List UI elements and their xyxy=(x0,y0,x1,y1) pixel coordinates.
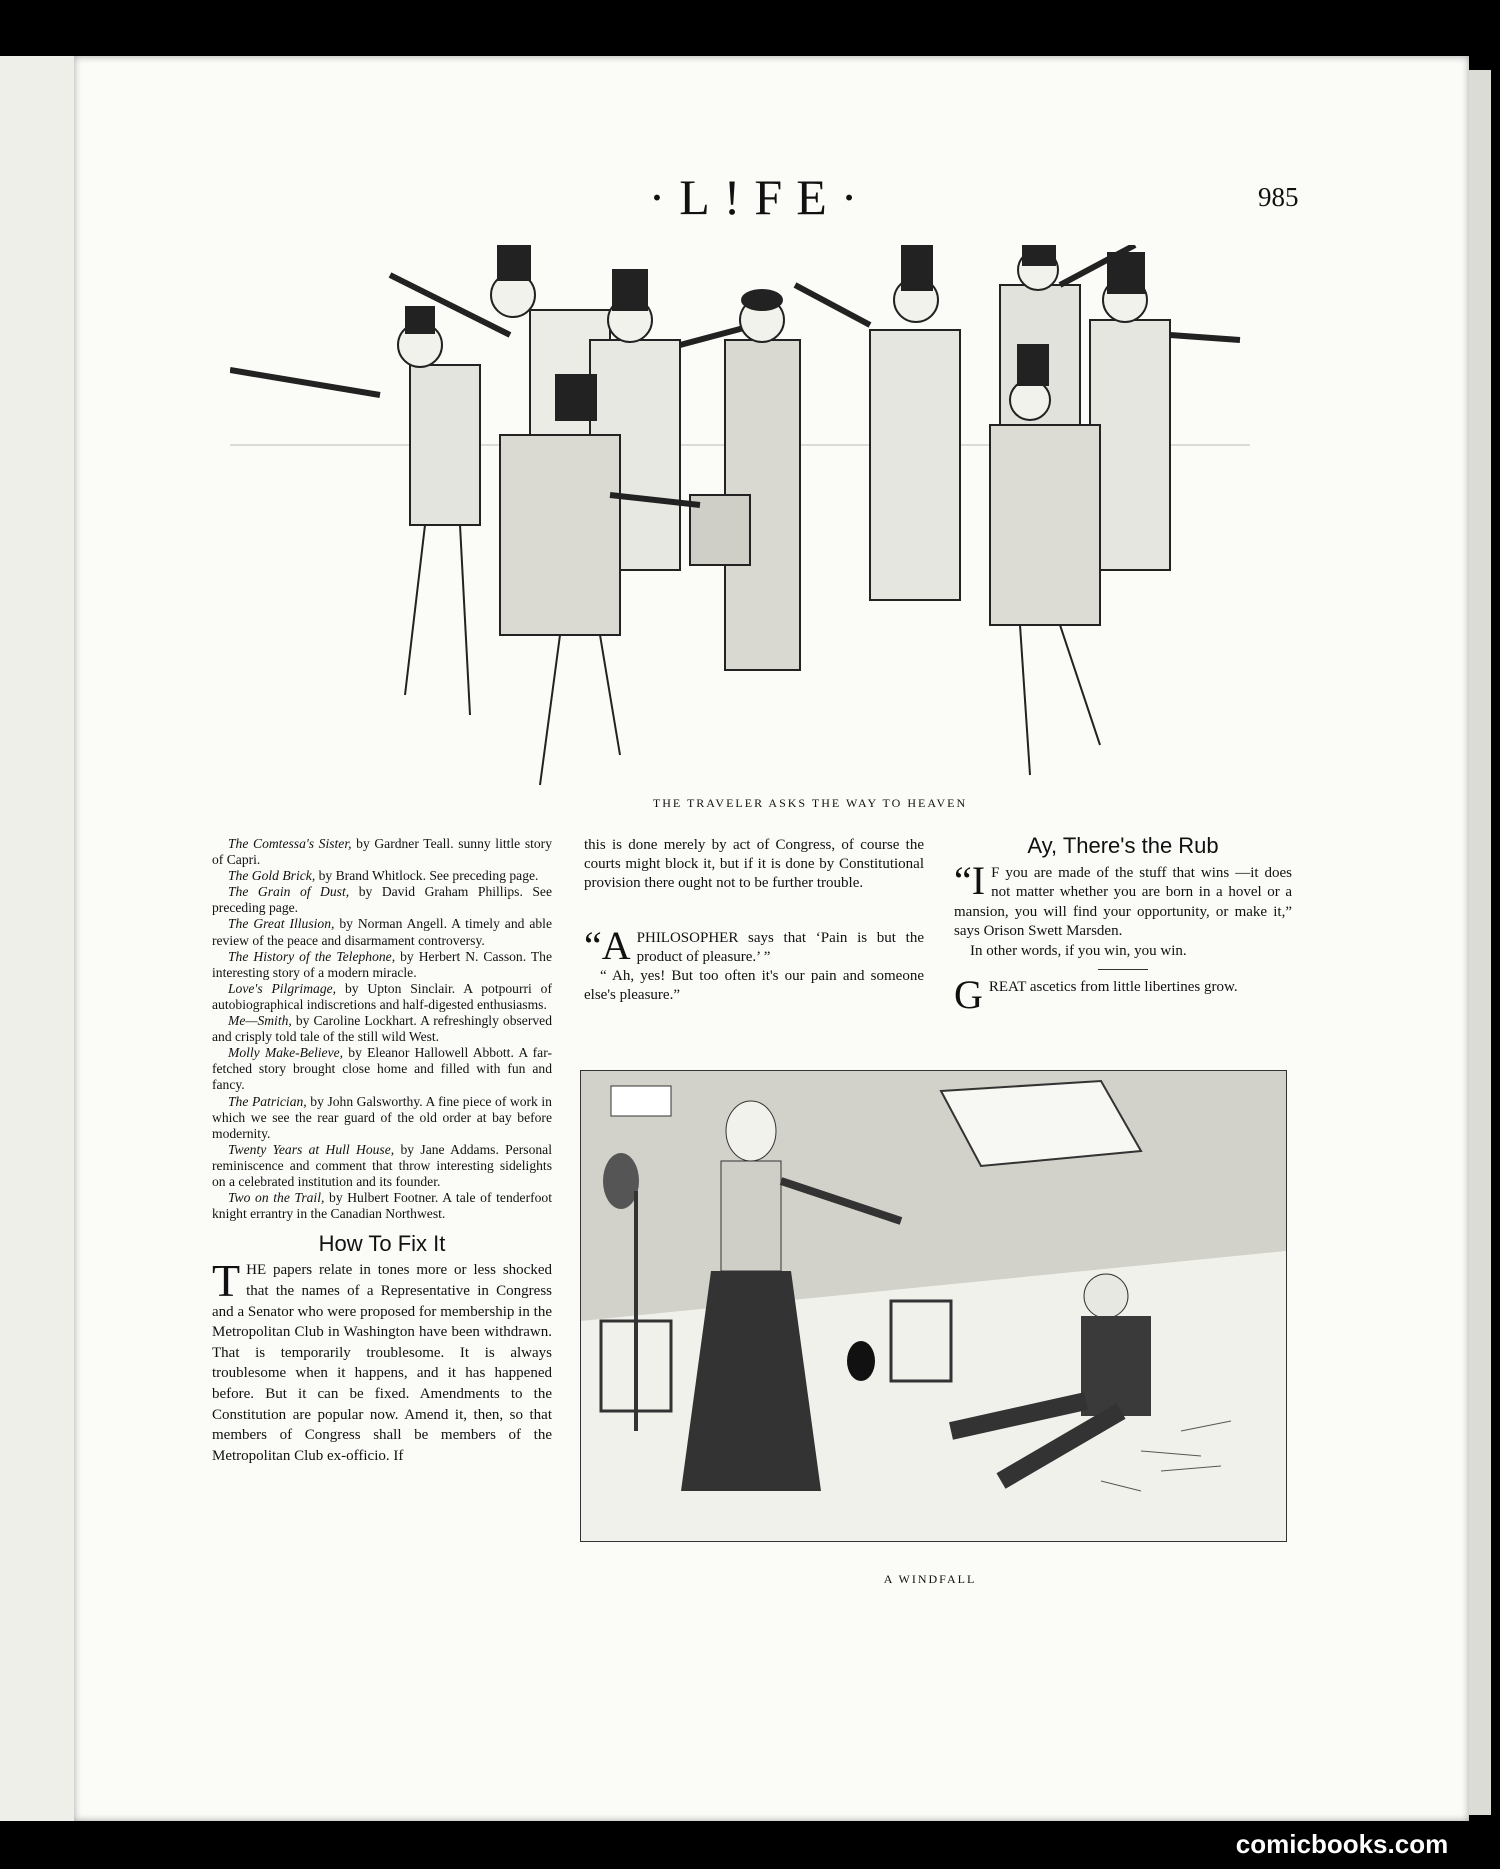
continued-paragraph: this is done merely by act of Congress, of course the courts might block it, but if it is done by Constitutional provision there ought not to be further trouble. xyxy=(584,837,924,891)
dropcap: “I xyxy=(954,857,986,903)
how-to-fix-heading: How To Fix It xyxy=(318,1231,446,1257)
dropcap: G xyxy=(954,972,983,1017)
rub-quote: “I F you are made of the stuff that wins —it does not matter whether you are born in a hovel or a mansion, you will find your opportunity, or make it,” says Orison Swett Marsden. xyxy=(954,857,1292,939)
bottom-cartoon-drawing xyxy=(581,1071,1286,1541)
bottom-cartoon-illustration xyxy=(580,1070,1287,1542)
book-item: Two on the Trail, by Hulbert Footner. A tale of tenderfoot knight errantry in the Canadian Northwest. xyxy=(212,1190,552,1222)
book-item: The Great Illusion, by Norman Angell. A timely and able review of the peace and disarmament controversy. xyxy=(212,916,552,948)
book-item: The Patrician, by John Galsworthy. A fine piece of work in which we see the rear guard of the old order at bay before modernity. xyxy=(212,1093,552,1141)
how-to-fix-body: THE papers relate in tones more or less shocked that the names of a Representative in Congress and a Senator who were proposed for membership in the Metropolitan Club in Washington have been withdrawn. That is temporarily troublesome. It is always troublesome when it happens, and it has happened before. But it can be fixed. Amendments to the Constitution are popular now. Amend it, then, so that members of Congress shall be members of the Metropolitan Club ex-officio. If xyxy=(212,1255,552,1464)
book-item: The Gold Brick, by Brand Whitlock. See preceding page. xyxy=(228,868,539,884)
page-number: 985 xyxy=(1258,182,1299,212)
book-list-column xyxy=(212,836,552,1466)
facing-page-edge xyxy=(0,56,79,1821)
top-cartoon-drawing xyxy=(230,245,1250,790)
divider xyxy=(1098,969,1148,970)
philosopher-reply: “ Ah, yes! But too often it's our pain and someone else's pleasure.” xyxy=(584,968,924,1003)
masthead-title: ·L!FE· xyxy=(648,169,872,225)
rub-heading: Ay, There's the Rub xyxy=(1027,833,1219,858)
middle-column xyxy=(584,836,924,1005)
top-cartoon-illustration xyxy=(230,245,1250,790)
bottom-cartoon-caption: A WINDFALL xyxy=(883,1572,977,1586)
book-item: The History of the Telephone, by Herbert N. Casson. The interesting story of a modern miracle. xyxy=(212,948,552,980)
great-paragraph: GREAT ascetics from little libertines grow. xyxy=(954,972,1238,1017)
book-item: Molly Make-Believe, by Eleanor Hallowell Abbott. A far-fetched story brought close home and filled with fun and fancy. xyxy=(212,1045,552,1093)
right-column xyxy=(954,833,1292,1017)
book-item: The Comtessa's Sister, by Gardner Teall. sunny little story of Capri. xyxy=(212,836,553,868)
page-edge-strip xyxy=(1469,70,1491,1815)
book-item: The Grain of Dust, by David Graham Phillips. See preceding page. xyxy=(212,884,553,916)
watermark: comicbooks.com xyxy=(1235,1829,1449,1859)
rub-after: In other words, if you win, you win. xyxy=(970,942,1187,959)
top-cartoon-caption: THE TRAVELER ASKS THE WAY TO HEAVEN xyxy=(652,796,968,810)
book-item: Me—Smith, by Caroline Lockhart. A refreshingly observed and crisply told tale of the still wild West. xyxy=(212,1013,552,1045)
book-item: Love's Pilgrimage, by Upton Sinclair. A potpourri of autobiographical indiscretions and half-digested enthusiasms. xyxy=(212,980,553,1012)
dropcap: T xyxy=(212,1255,241,1307)
figure-group xyxy=(230,245,1240,785)
dropcap: “A xyxy=(584,923,631,968)
book-item: Twenty Years at Hull House, by Jane Addams. Personal reminiscence and comment that throw interesting sidelights on a celebrated institution and its founder. xyxy=(212,1141,552,1189)
philosopher-paragraph: “APHILOSOPHER says that ‘Pain is but the product of pleasure.’ ” xyxy=(584,923,924,968)
